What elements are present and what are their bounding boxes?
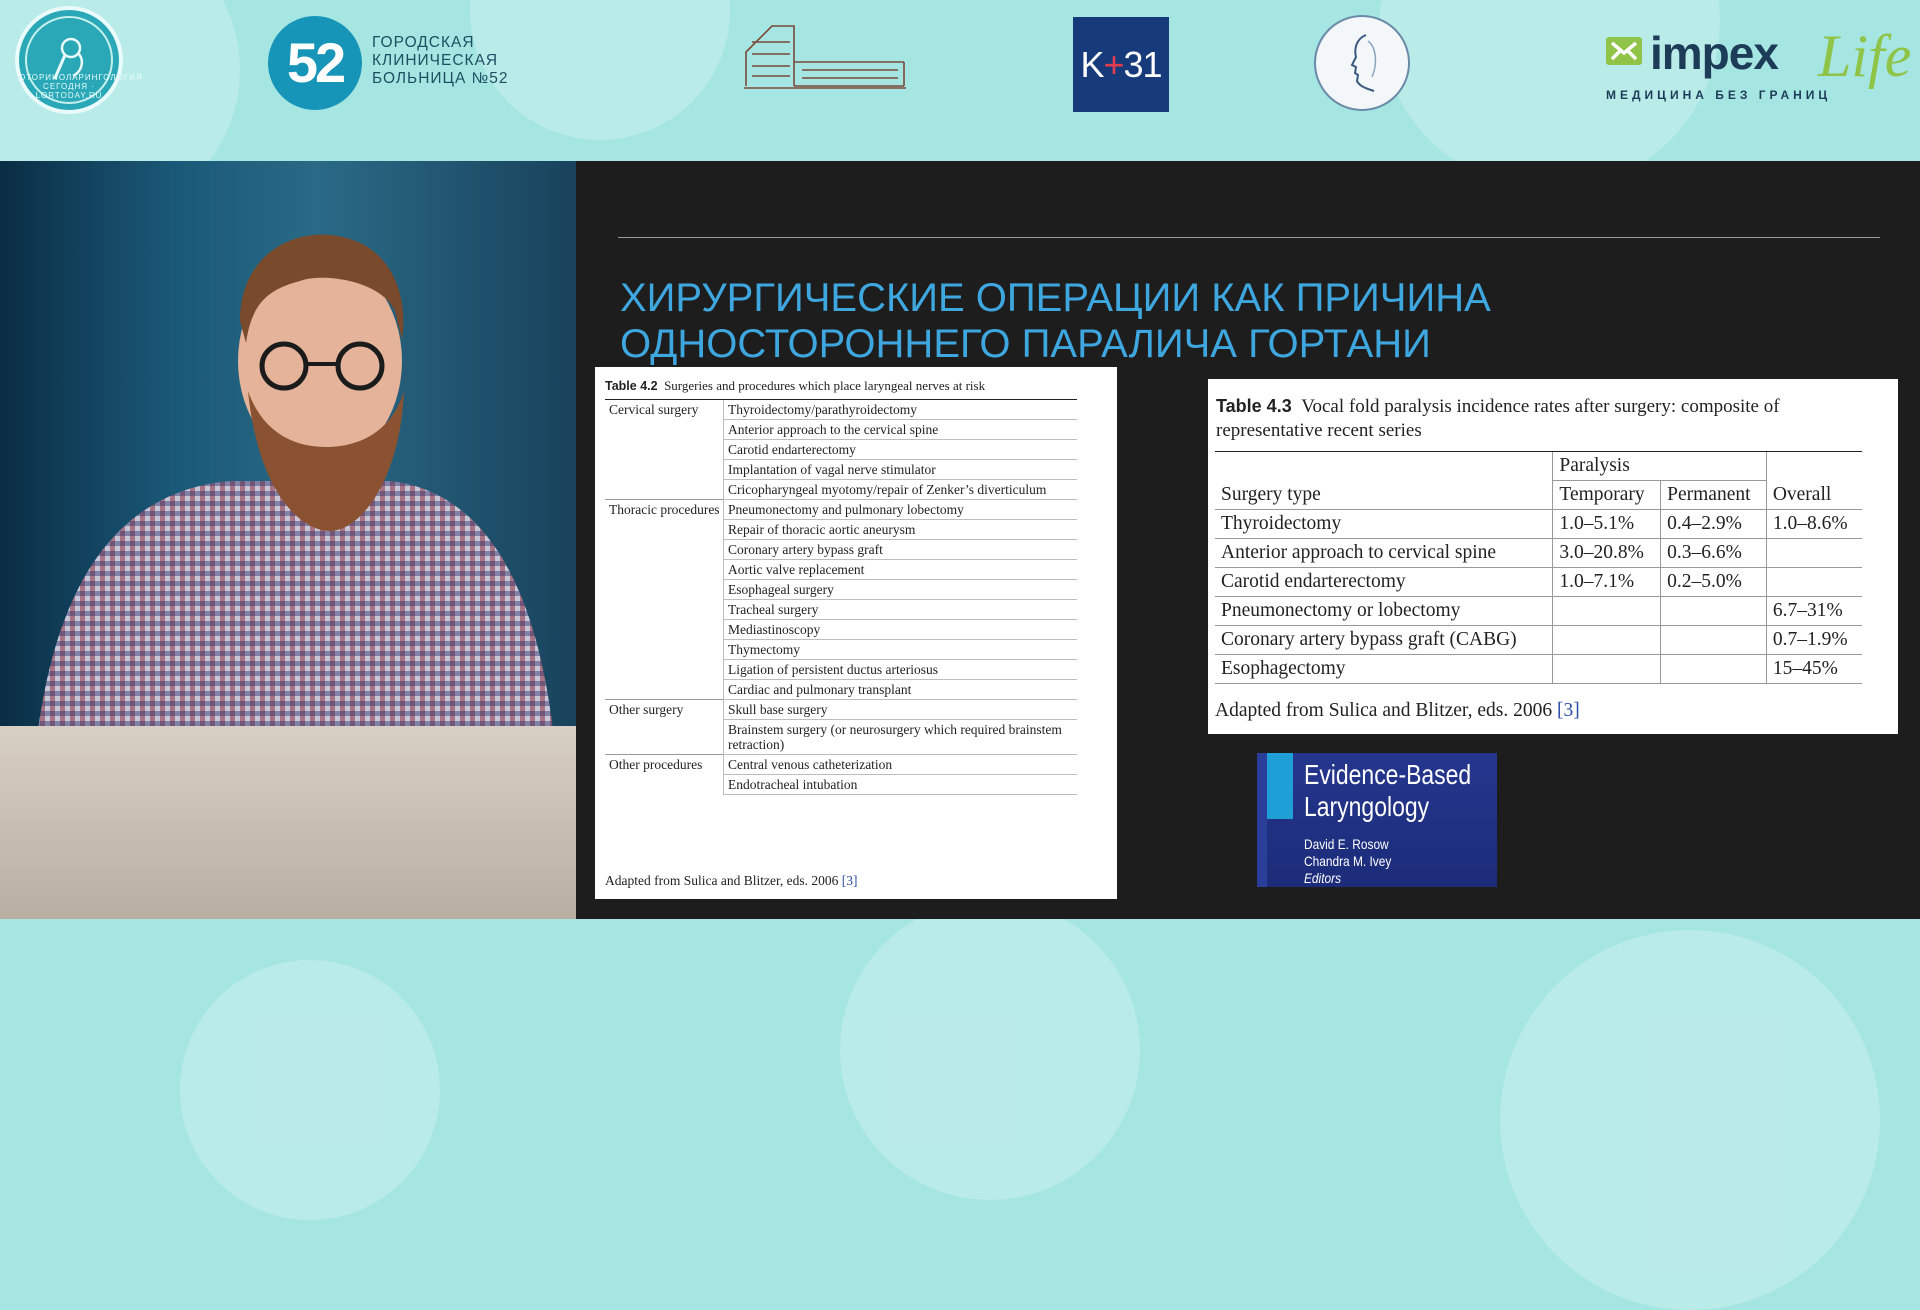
table-4-2-title: Surgeries and procedures which place laryngeal nerves at risk [664, 378, 986, 393]
impex-life-word: Life [1818, 23, 1912, 89]
book-accent [1267, 753, 1293, 819]
book-author: Chandra M. Ivey [1304, 853, 1392, 869]
table-cell: 6.7–31% [1766, 597, 1862, 626]
table-cell: 1.0–7.1% [1553, 568, 1661, 597]
table-cell: Carotid endarterectomy [1215, 568, 1553, 597]
hospital-name-line: ГОРОДСКАЯ [372, 34, 475, 51]
table-cell: 0.3–6.6% [1661, 539, 1767, 568]
table-cell [1661, 626, 1767, 655]
table-cell: Esophageal surgery [724, 580, 1078, 600]
main-area [0, 161, 1920, 919]
k31-logo-number: 31 [1123, 44, 1162, 85]
table-cell: 0.2–5.0% [1661, 568, 1767, 597]
table-row [1215, 539, 1862, 568]
slide-divider [618, 237, 1880, 238]
building-logo [742, 22, 908, 90]
table-cell [1766, 568, 1862, 597]
k31-logo-plus: + [1103, 44, 1124, 85]
table-4-3 [1208, 379, 1898, 734]
table-cell: Anterior approach to cervical spine [1215, 539, 1553, 568]
table-cell: 3.0–20.8% [1553, 539, 1661, 568]
table-cell [1553, 626, 1661, 655]
table-cell: Coronary artery bypass graft (CABG) [1215, 626, 1553, 655]
table-4-2-label: Table 4.2 [605, 379, 658, 393]
table-cell: Ligation of persistent ductus arteriosus [724, 660, 1078, 680]
table-row [1215, 626, 1862, 655]
table-4-2-grid [605, 399, 1077, 795]
table-category: Cervical surgery [605, 400, 724, 500]
table-cell: 0.4–2.9% [1661, 510, 1767, 539]
impex-name: impex [1650, 27, 1778, 79]
table-cell: Coronary artery bypass graft [724, 540, 1078, 560]
book-title-line: Laryngology [1304, 791, 1430, 822]
impex-life-logo [1606, 23, 1920, 108]
table-row [605, 755, 1077, 775]
table-cell: Carotid endarterectomy [724, 440, 1078, 460]
table-cell: Thymectomy [724, 640, 1078, 660]
table-cell [1661, 597, 1767, 626]
table-cell: Implantation of vagal nerve stimulator [724, 460, 1078, 480]
table-cell: Central venous catheterization [724, 755, 1078, 775]
table-category: Other surgery [605, 700, 724, 755]
table-4-3-caption [1216, 394, 1888, 443]
table-row [1215, 655, 1862, 684]
table-4-2-footnote-text: Adapted from Sulica and Blitzer, eds. 2006 [605, 873, 839, 888]
table-cell [1553, 597, 1661, 626]
table-cell: Cardiac and pulmonary transplant [724, 680, 1078, 700]
table-4-2-footnote [605, 873, 858, 889]
table-row [605, 500, 1077, 520]
table-category: Thoracic procedures [605, 500, 724, 700]
table-cell: Thyroidectomy/parathyroidectomy [724, 400, 1078, 420]
table-4-3-label: Table 4.3 [1216, 396, 1292, 416]
table-cell: Tracheal surgery [724, 600, 1078, 620]
book-spine [1257, 753, 1267, 887]
table-cell [1766, 539, 1862, 568]
table-header-cell: Temporary [1553, 481, 1661, 510]
table-cell [1661, 655, 1767, 684]
hospital-name-line: КЛИНИЧЕСКАЯ [372, 52, 499, 69]
logo-bar [0, 0, 1920, 161]
hospital-name [372, 34, 522, 88]
table-cell: Pneumonectomy and pulmonary lobectomy [724, 500, 1078, 520]
lortoday-logo [15, 6, 143, 114]
k31-logo-k: K [1080, 44, 1104, 85]
table-header-cell: Overall [1766, 481, 1862, 510]
table-header-cell [1215, 452, 1553, 481]
book-cover [1257, 753, 1497, 887]
table-row [605, 700, 1077, 720]
impex-mark-icon [1606, 37, 1642, 65]
table-header-cell: Permanent [1661, 481, 1767, 510]
presentation-slide [576, 161, 1920, 919]
speaker-video [0, 161, 576, 919]
table-cell: 0.7–1.9% [1766, 626, 1862, 655]
table-header-cell [1766, 452, 1862, 481]
table-cell: Repair of thoracic aortic aneurysm [724, 520, 1078, 540]
table-4-3-footnote [1215, 700, 1580, 722]
table-cell: Mediastinoscopy [724, 620, 1078, 640]
k31-logo [1073, 17, 1169, 112]
book-title-line: Evidence-Based [1304, 759, 1472, 790]
table-category: Other procedures [605, 755, 724, 795]
table-4-2 [595, 367, 1117, 899]
table-cell: Skull base surgery [724, 700, 1078, 720]
table-cell: Endotracheal intubation [724, 775, 1078, 795]
table-row [1215, 597, 1862, 626]
slide-title: ХИРУРГИЧЕСКИЕ ОПЕРАЦИИ КАК ПРИЧИНА ОДНОСТОРОННЕГО ПАРАЛИЧА ГОРТАНИ [620, 276, 1491, 366]
federation-seal-logo [1314, 15, 1410, 111]
table-4-3-grid [1215, 451, 1862, 684]
lortoday-logo-text: ОТОРИНОЛАРИНГОЛОГИЯ СЕГОДНЯ · LORTODAY.RU [19, 73, 143, 100]
table-cell: Cricopharyngeal myotomy/repair of Zenker’s diverticulum [724, 480, 1078, 500]
table-cell [1553, 655, 1661, 684]
table-cell: Thyroidectomy [1215, 510, 1553, 539]
table-row [605, 400, 1077, 420]
table-cell: Anterior approach to the cervical spine [724, 420, 1078, 440]
table-4-2-caption [605, 378, 985, 394]
book-editors-label: Editors [1304, 870, 1342, 886]
table-cell: Brainstem surgery (or neurosurgery which required brainstem retraction) [724, 720, 1078, 755]
impex-slogan: МЕДИЦИНА БЕЗ ГРАНИЦ [1606, 88, 1832, 102]
table-cell: 15–45% [1766, 655, 1862, 684]
book-author: David E. Rosow [1304, 836, 1389, 852]
table-cell: Esophagectomy [1215, 655, 1553, 684]
table-header-row [1215, 481, 1862, 510]
face-profile-icon [1346, 33, 1380, 93]
book-authors [1304, 836, 1391, 887]
table-header-cell: Paralysis [1553, 452, 1766, 481]
table-row [1215, 568, 1862, 597]
hospital-number: 52 [268, 16, 362, 110]
table-4-3-footnote-text: Adapted from Sulica and Blitzer, eds. 2006 [1215, 700, 1553, 721]
hospital-52-logo [268, 16, 518, 112]
table-cell: 1.0–8.6% [1766, 510, 1862, 539]
table-header-row [1215, 452, 1862, 481]
desk [0, 726, 576, 919]
table-cell: Aortic valve replacement [724, 560, 1078, 580]
table-row [1215, 510, 1862, 539]
hospital-name-line: БОЛЬНИЦА №52 [372, 70, 509, 87]
table-header-cell: Surgery type [1215, 481, 1553, 510]
book-title [1304, 759, 1471, 823]
table-cell: Pneumonectomy or lobectomy [1215, 597, 1553, 626]
table-4-3-reference-link[interactable]: [3] [1557, 700, 1580, 721]
table-4-3-title: Vocal fold paralysis incidence rates after surgery: composite of representative recent series [1216, 396, 1780, 441]
table-4-2-reference-link[interactable]: [3] [841, 873, 858, 888]
table-cell: 1.0–5.1% [1553, 510, 1661, 539]
